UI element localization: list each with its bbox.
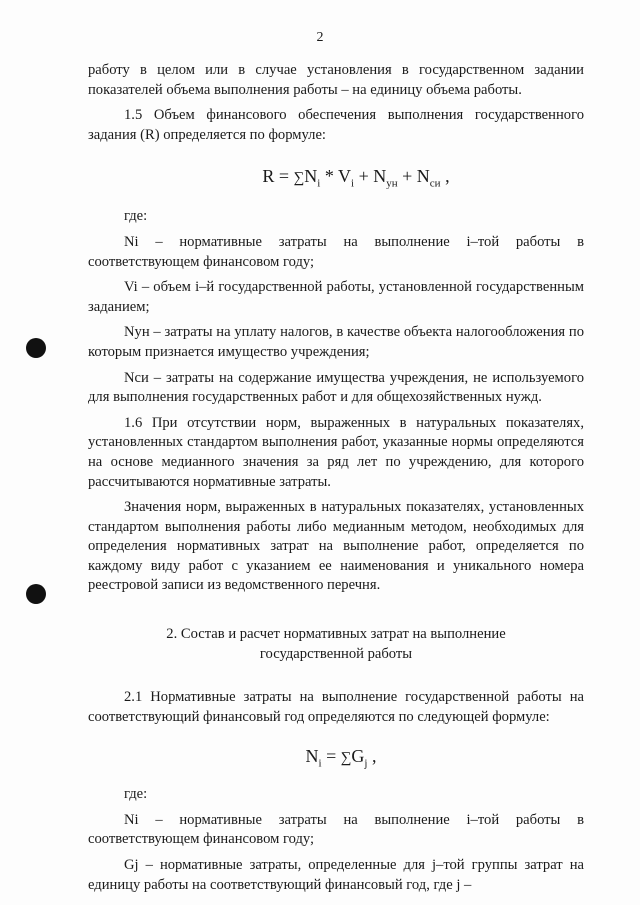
paragraph-norm-values: Значения норм, выраженных в натуральных показателях, установленных стандартом выполнения работы либо медианным методом, необходимых для определения нормативных затрат на выполнение работ, определяется по каждому виду работ с указанием ее наименования и уникального номера реестровой записи из ведомственного перечня. [88,499,584,594]
section-heading-line-1: 2. Состав и расчет нормативных затрат на выполнение [166,626,506,643]
definition-nun: Nун – затраты на уплату налогов, в качестве объекта налогообложения по которым признается имущество учреждения; [88,324,584,360]
sum-symbol: ∑ [293,170,305,187]
formula-r-lhs: R [262,166,275,187]
punch-hole-top [26,338,46,358]
definition-ni: Ni – нормативные затраты на выполнение i–той работы в соответствующем финансовом году; [88,233,584,270]
sum-symbol-2: ∑ [340,750,352,767]
definition-vi: Vi – объем i–й государственной работы, установленной государственным заданием; [88,279,584,315]
definition-ni-2: Ni – нормативные затраты на выполнение i–той работы в соответствующем финансовом году; [88,811,584,848]
paragraph-1-6: 1.6 При отсутствии норм, выраженных в натуральных показателях, установленных стандартом выполнения работ, указанные нормы определяются на основе медианного значения за ряд лет по учреждению, для которого рассчитываются нормативные затраты. [88,414,584,490]
where-label-2: где: [124,786,148,803]
formula-ni: $N_i = \sum G_j$ , [305,746,377,770]
formula-r: $R = \sum N_i * V_i + N_{ун} + N_{си}$ , [262,166,450,190]
paragraph-continuation: работу в целом или в случае установления в государственном задании показателей объема выполнения работы – на единицу объема работы. [88,62,584,98]
paragraph-1-5: 1.5 Объем финансового обеспечения выполнения государственного задания (R) определяется по формуле: [88,107,584,143]
page-number: 2 [316,30,324,45]
paragraph-2-1: 2.1 Нормативные затраты на выполнение государственной работы на соответствующий финансовый год определяются по следующей формуле: [88,689,584,725]
document-body [88,61,584,895]
punch-hole-bottom [26,584,46,604]
definition-nsi: Nси – затраты на содержание имущества учреждения, не используемого для выполнения государственных работ и для общехозяйственных нужд. [88,369,584,406]
definition-gj: Gj – нормативные затраты, определенные для j–той группы затрат на единицу работы на соответствующий финансовый год, где j – [88,857,584,893]
section-heading-line-2: государственной работы [259,646,413,663]
where-label-1: где: [124,208,148,225]
